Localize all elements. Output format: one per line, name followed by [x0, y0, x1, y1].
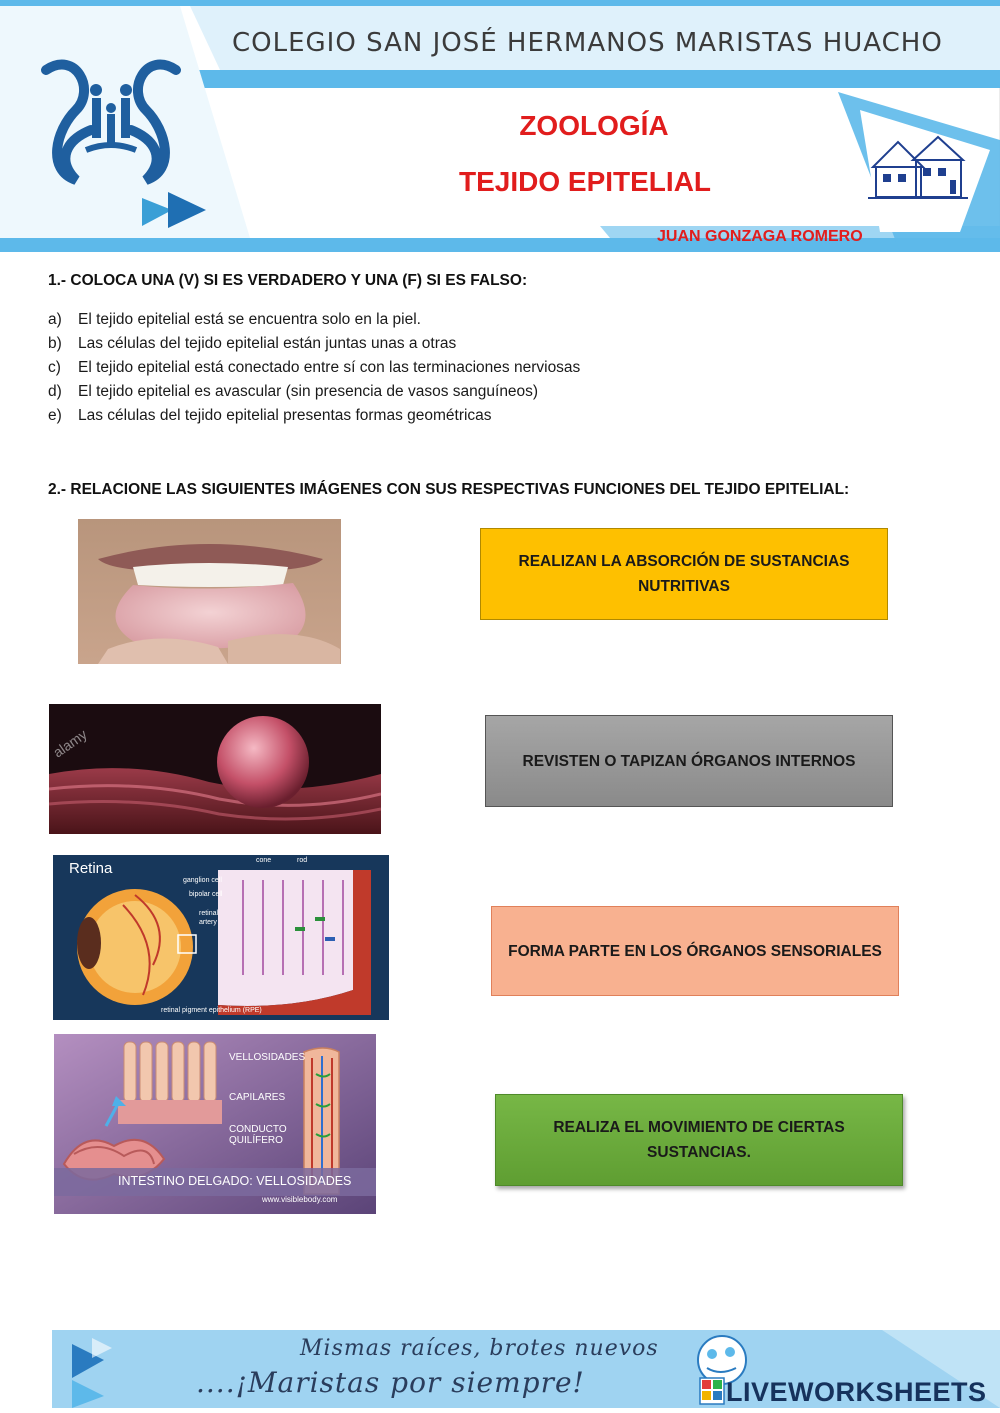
retina-label-ganglion: ganglion cell — [183, 877, 222, 884]
footer-motto-line1: Mismas raíces, brotes nuevos — [300, 1336, 659, 1361]
author-name: JUAN GONZAGA ROMERO — [657, 228, 863, 245]
function-box-sensory[interactable]: FORMA PARTE EN LOS ÓRGANOS SENSORIALES — [491, 906, 899, 996]
villi-caption: INTESTINO DELGADO: VELLOSIDADES — [118, 1174, 352, 1188]
list-item[interactable]: c) El tejido epitelial está conectado entre sí con las terminaciones nerviosas — [48, 359, 581, 376]
function-box-absorption[interactable]: REALIZAN LA ABSORCIÓN DE SUSTANCIAS NUTRITIVAS — [480, 528, 888, 620]
list-item[interactable]: b) Las células del tejido epitelial están juntas unas a otras — [48, 335, 457, 352]
school-name: COLEGIO SAN JOSÉ HERMANOS MARISTAS HUACHO — [232, 28, 943, 58]
subject-title: ZOOLOGÍA — [519, 110, 669, 141]
watermark-text: alamy — [50, 725, 90, 761]
villi-label-conducto: CONDUCTO QUILÍFERO — [229, 1124, 287, 1146]
retina-label-bipolar: bipolar cell — [189, 891, 223, 898]
question-1-title: 1.- COLOCA UNA (V) SI ES VERDADERO Y UNA (F) SI ES FALSO: — [48, 272, 528, 289]
villi-label-vellosidades: VELLOSIDADES — [229, 1052, 306, 1063]
list-item[interactable]: a) El tejido epitelial está se encuentra solo en la piel. — [48, 311, 421, 328]
document-header — [0, 0, 1000, 252]
list-item[interactable]: d) El tejido epitelial es avascular (sin presencia de vasos sanguíneos) — [48, 383, 539, 400]
function-box-lining[interactable]: REVISTEN O TAPIZAN ÓRGANOS INTERNOS — [485, 715, 893, 807]
retina-label-rod: rod — [297, 857, 308, 864]
retina-label-cone: cone — [256, 857, 272, 864]
retina-title: Retina — [69, 860, 113, 877]
retina-image[interactable] — [53, 855, 389, 1020]
retina-label-artery: retinal artery — [199, 910, 219, 926]
cell-tissue-image[interactable] — [49, 704, 381, 834]
footer-motto-line2: ....¡Maristas por siempre! — [196, 1366, 585, 1399]
villi-label-capilares: CAPILARES — [229, 1092, 286, 1103]
villi-credit: www.visiblebody.com — [262, 1195, 338, 1204]
liveworksheets-logo[interactable]: LIVEWORKSHEETS — [726, 1377, 987, 1407]
intestine-villi-image[interactable] — [54, 1034, 376, 1214]
question-2-title: 2.- RELACIONE LAS SIGUIENTES IMÁGENES CON SUS RESPECTIVAS FUNCIONES DEL TEJIDO EPITELIAL: — [48, 481, 850, 498]
topic-title: TEJIDO EPITELIAL — [458, 166, 712, 197]
true-false-list — [48, 310, 580, 430]
function-box-movement[interactable]: REALIZA EL MOVIMIENTO DE CIERTAS SUSTANCIAS. — [495, 1094, 903, 1186]
list-item[interactable]: e) Las células del tejido epitelial presentas formas geométricas — [48, 407, 492, 424]
mouth-lip-image[interactable] — [78, 519, 341, 664]
retina-label-rpe: retinal pigment epithelium (RPE) — [161, 1007, 262, 1014]
